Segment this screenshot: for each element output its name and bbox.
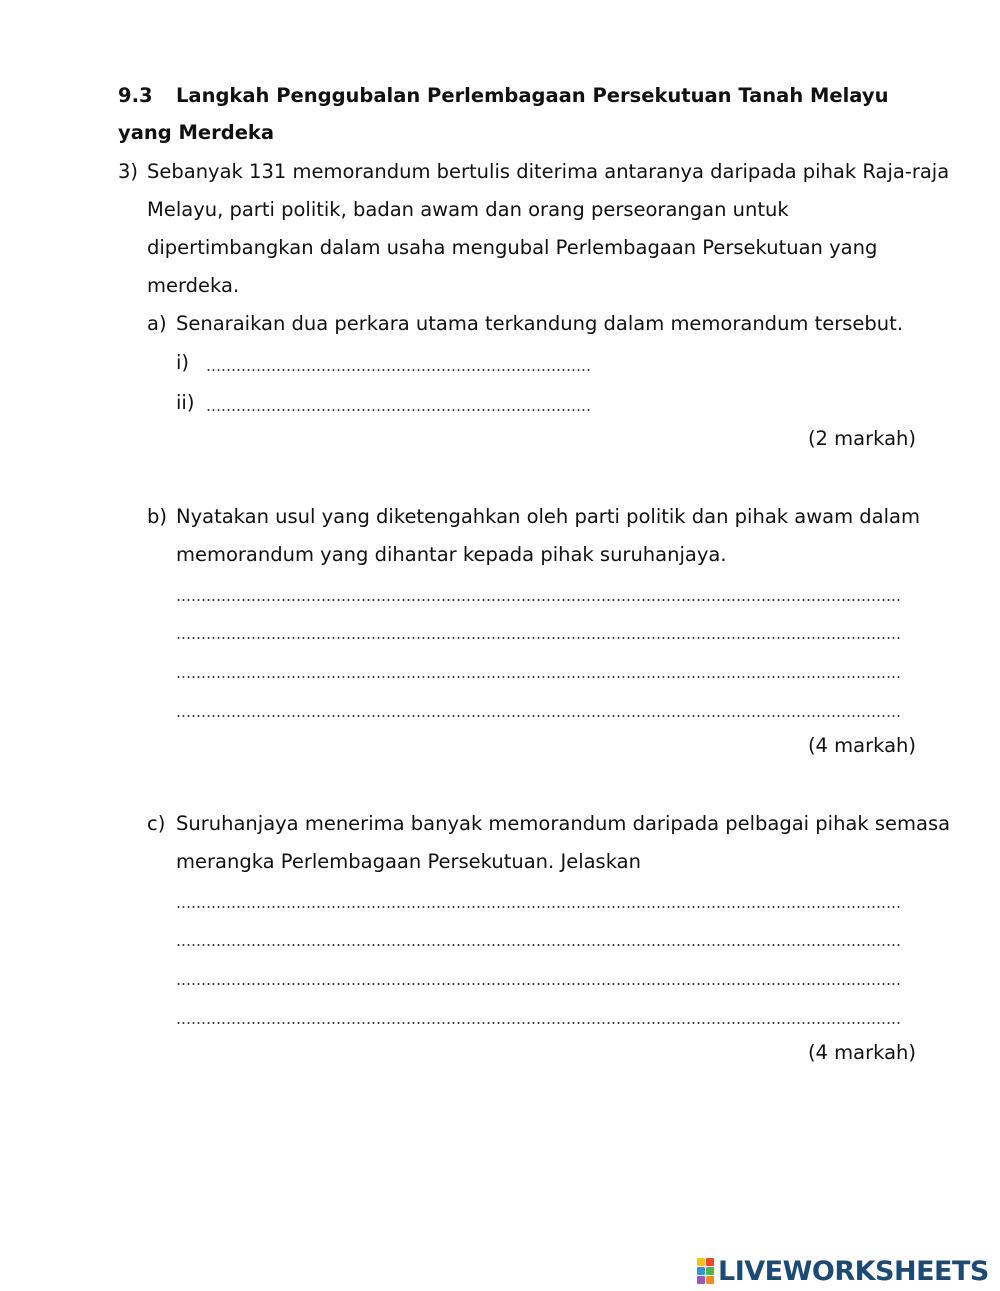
answer-line-c-3[interactable] (176, 983, 902, 985)
section-title: Langkah Penggubalan Perlembagaan Persekutuan Tanah Melayu (176, 84, 889, 107)
liveworksheets-logo-icon (697, 1258, 714, 1284)
question-text-line: Melayu, parti politik, badan awam dan orang perseorangan untuk (147, 198, 789, 221)
answer-line-c-1[interactable] (176, 906, 902, 908)
part-c-text-line: merangka Perlembagaan Persekutuan. Jelaskan (176, 850, 641, 873)
answer-line-c-4[interactable] (176, 1022, 902, 1024)
answer-line-a-i[interactable] (206, 369, 591, 371)
question-text-line: dipertimbangkan dalam usaha mengubal Perlembagaan Persekutuan yang (147, 236, 878, 259)
answer-line-b-3[interactable] (176, 676, 902, 678)
answer-line-b-2[interactable] (176, 637, 902, 639)
question-text-line: Sebanyak 131 memorandum bertulis diterima antaranya daripada pihak Raja-raja (147, 160, 950, 183)
part-c-text-line: Suruhanjaya menerima banyak memorandum daripada pelbagai pihak semasa (176, 812, 951, 835)
part-a-item-ii-label: ii) (176, 391, 195, 414)
part-b-marks: (4 markah) (807, 734, 916, 757)
section-number: 9.3 (118, 84, 153, 107)
part-a-item-i-label: i) (176, 351, 190, 374)
part-a-label: a) (147, 312, 167, 335)
part-b-text-line: memorandum yang dihantar kepada pihak suruhanjaya. (176, 543, 727, 566)
question-text-line: merdeka. (147, 274, 240, 297)
liveworksheets-logo-text: LIVEWORKSHEETS (718, 1255, 989, 1287)
part-a-marks: (2 markah) (807, 427, 916, 450)
answer-line-c-2[interactable] (176, 944, 902, 946)
section-title-continued: yang Merdeka (118, 121, 275, 144)
part-b-label: b) (147, 505, 167, 528)
answer-line-a-ii[interactable] (206, 409, 591, 411)
question-number: 3) (118, 160, 139, 183)
part-c-label: c) (147, 812, 166, 835)
part-c-marks: (4 markah) (807, 1041, 916, 1064)
part-a-text: Senaraikan dua perkara utama terkandung dalam memorandum tersebut. (176, 312, 904, 335)
part-b-text-line: Nyatakan usul yang diketengahkan oleh parti politik dan pihak awam dalam (176, 505, 920, 528)
liveworksheets-logo (697, 1257, 989, 1285)
answer-line-b-1[interactable] (176, 599, 902, 601)
answer-line-b-4[interactable] (176, 715, 902, 717)
